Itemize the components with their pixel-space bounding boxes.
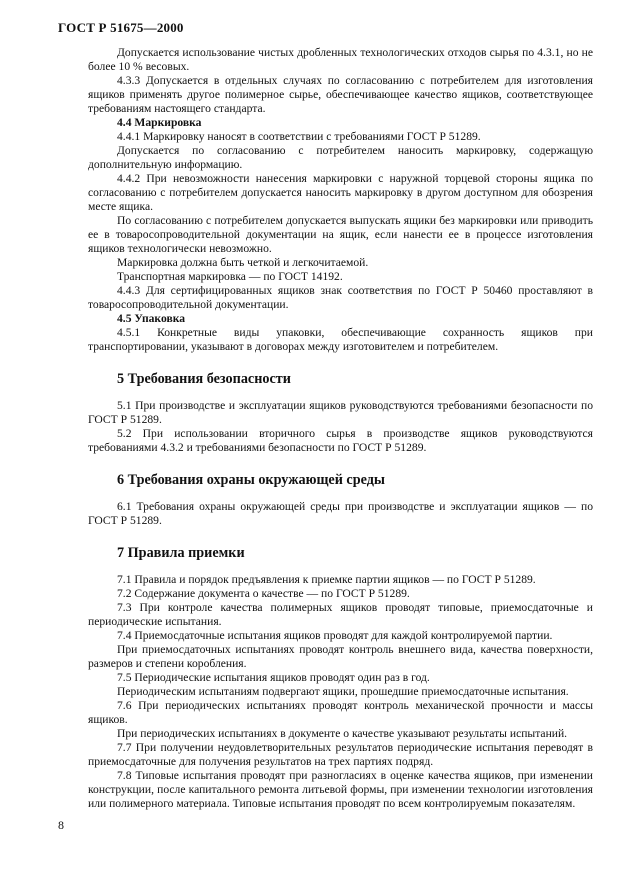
paragraph-7-6: 7.6 При периодических испытаниях проводят контроль механической прочности и массы ящиков.: [88, 699, 593, 726]
paragraph-4-4-2: 4.4.2 При невозможности нанесения маркировки с наружной торцевой стороны ящика по согласованию с потребителем допускается наносить маркировку в другом доступном для обозрения месте ящика.: [88, 172, 593, 213]
section-title-acceptance: 7 Правила приемки: [117, 545, 245, 561]
paragraph-4-4-1: 4.4.1 Маркировку наносят в соответствии с требованиями ГОСТ Р 51289.: [117, 130, 481, 143]
section-title-environment: 6 Требования охраны окружающей среды: [117, 472, 385, 488]
paragraph-7-8: 7.8 Типовые испытания проводят при разногласиях в оценке качества ящиков, при изменении конструкции, после капитального ремонта литьевой формы, при изменении технологии изготовления или полимерного материала. Типовые испытания проводят по всем контролируемым показателям.: [88, 769, 593, 810]
paragraph-additional-info: Допускается по согласованию с потребителем наносить маркировку, содержащую дополнительную информацию.: [88, 144, 593, 171]
subsection-title-packaging: 4.5 Упаковка: [117, 312, 186, 325]
paragraph-recycled-waste: Допускается использование чистых дробленных технологических отходов сырья по 4.3.1, но не более 10 % весовых.: [88, 46, 593, 73]
paragraph-5-1: 5.1 При производстве и эксплуатации ящиков руководствуются требованиями безопасности по ГОСТ Р 51289.: [88, 399, 593, 426]
paragraph-acceptance-control: При приемосдаточных испытаниях проводят контроль внешнего вида, качества поверхности, размеров и степени коробления.: [88, 643, 593, 670]
paragraph-7-4: 7.4 Приемосдаточные испытания ящиков проводят для каждой контролируемой партии.: [117, 629, 553, 642]
page-body: [88, 46, 593, 811]
paragraph-7-1: 7.1 Правила и порядок предъявления к приемке партии ящиков — по ГОСТ Р 51289.: [117, 573, 536, 586]
paragraph-7-3: 7.3 При контроле качества полимерных ящиков проводят типовые, приемосдаточные и периодические испытания.: [88, 601, 593, 628]
paragraph-marking-legible: Маркировка должна быть четкой и легкочитаемой.: [117, 256, 369, 269]
paragraph-7-2: 7.2 Содержание документа о качестве — по ГОСТ Р 51289.: [117, 587, 410, 600]
page-number: 8: [58, 818, 64, 832]
paragraph-7-7: 7.7 При получении неудовлетворительных результатов периодические испытания переводят в приемосдаточные для получения результатов на трех партиях подряд.: [88, 741, 593, 768]
section-title-safety: 5 Требования безопасности: [117, 371, 291, 387]
paragraph-transport-marking: Транспортная маркировка — по ГОСТ 14192.: [117, 270, 343, 283]
paragraph-5-2: 5.2 При использовании вторичного сырья в производстве ящиков руководствуются требованиями 4.3.2 и требованиями безопасности по ГОСТ Р 51289.: [88, 427, 593, 454]
paragraph-periodic-results: При периодических испытаниях в документе о качестве указывают результаты испытаний.: [117, 727, 568, 740]
paragraph-7-5: 7.5 Периодические испытания ящиков проводят один раз в год.: [117, 671, 430, 684]
paragraph-periodic-subject: Периодическим испытаниям подвергают ящики, прошедшие приемосдаточные испытания.: [117, 685, 569, 698]
subsection-title-marking: 4.4 Маркировка: [117, 116, 202, 129]
paragraph-4-3-3: 4.3.3 Допускается в отдельных случаях по согласованию с потребителем для изготовления ящиков применять другое полимерное сырье, обеспечивающее качество ящиков, соответствующее требованиям настоящего стандарта.: [88, 74, 593, 115]
paragraph-4-4-3: 4.4.3 Для сертифицированных ящиков знак соответствия по ГОСТ Р 50460 проставляют в товаросопроводительной документации.: [88, 284, 593, 311]
standard-header: ГОСТ Р 51675—2000: [58, 20, 184, 35]
paragraph-no-marking: По согласованию с потребителем допускается выпускать ящики без маркировки или приводить ее в товаросопроводительной документации на ящик, если нанести ее в процессе изготовления ящиков технологически невозможно.: [88, 214, 593, 255]
paragraph-6-1: 6.1 Требования охраны окружающей среды при производстве и эксплуатации ящиков — по ГОСТ Р 51289.: [88, 500, 593, 527]
paragraph-4-5-1: 4.5.1 Конкретные виды упаковки, обеспечивающие сохранность ящиков при транспортировании, указывают в договорах между изготовителем и потребителем.: [88, 326, 593, 353]
